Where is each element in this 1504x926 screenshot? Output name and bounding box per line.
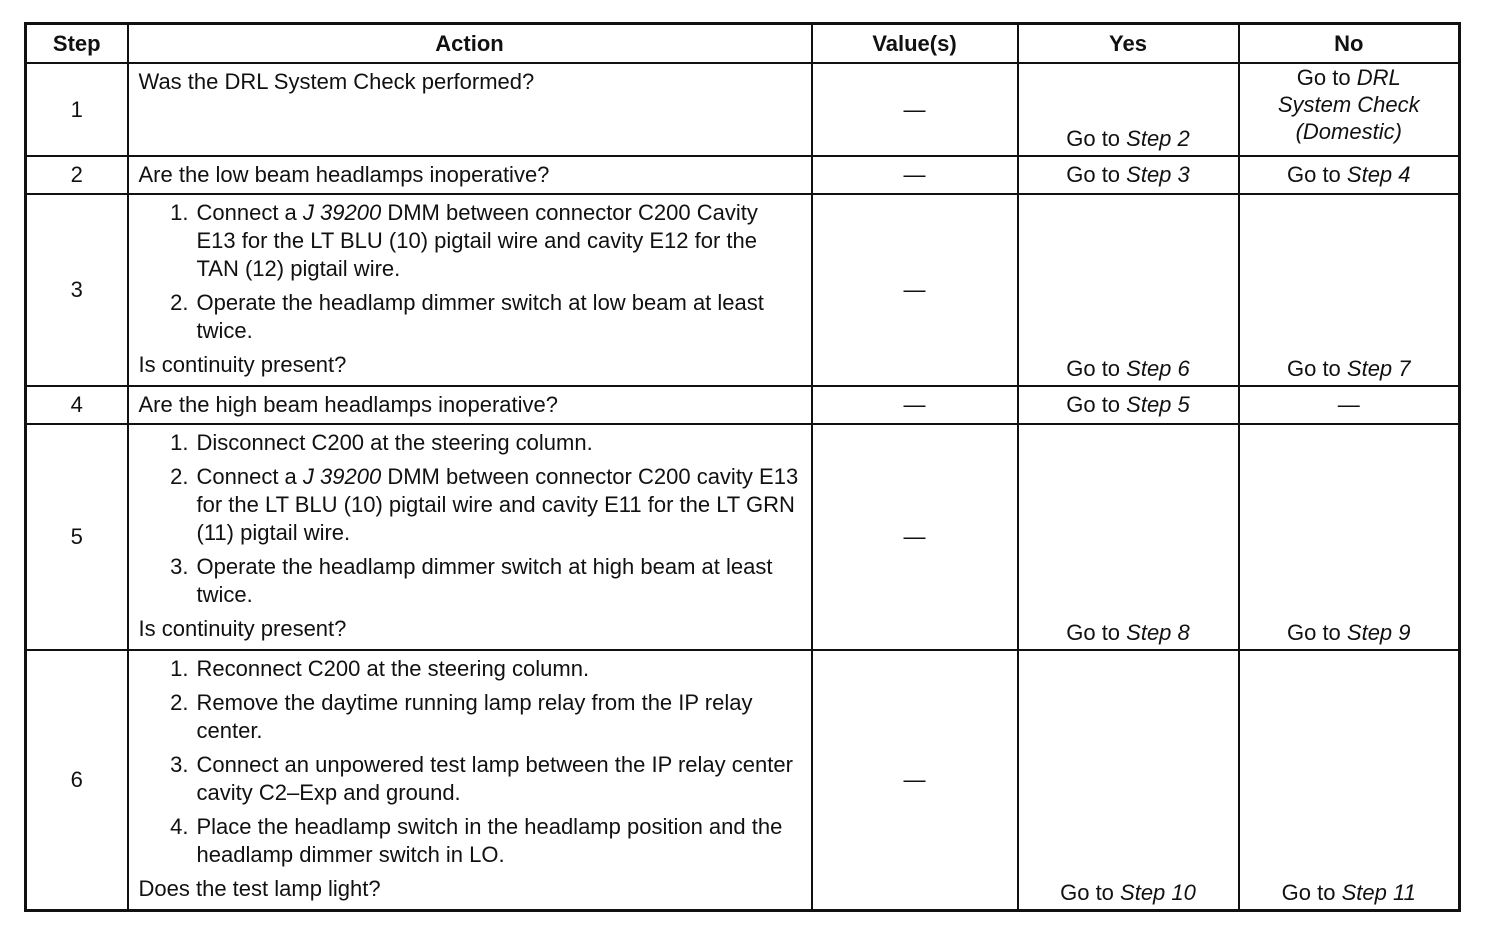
value-cell: —	[812, 156, 1018, 194]
table-row-step-4	[26, 386, 1460, 424]
no-cell: —	[1239, 386, 1460, 424]
yes-prefix: Go to	[1066, 620, 1127, 645]
yes-cell	[1018, 156, 1239, 194]
list-item	[139, 553, 803, 609]
list-item	[139, 689, 803, 745]
substep-text: Connect an unpowered test lamp between the IP relay center cavity C2–Exp and ground.	[196, 752, 793, 805]
no-prefix: Go to	[1286, 162, 1347, 187]
substep-text: Reconnect C200 at the steering column.	[196, 656, 590, 681]
header-row	[26, 24, 1460, 64]
substep-text-post: DMM between connector C200 cavity E13 for the LT BLU (10) pigtail wire and cavity E11 for the LT GRN (11) pigtail wire.	[196, 464, 799, 545]
table-row-step-6	[26, 650, 1460, 910]
action-cell	[128, 424, 812, 650]
step-number: 4	[26, 386, 128, 424]
substep-text-post: DMM between connector C200 Cavity E13 for the LT BLU (10) pigtail wire and cavity E12 for the TAN (12) pigtail wire.	[196, 200, 758, 281]
list-item	[139, 199, 803, 283]
question-text: Is continuity present?	[138, 352, 347, 377]
yes-prefix: Go to	[1066, 162, 1127, 187]
no-step-ref: Step 11	[1341, 879, 1416, 905]
action-cell	[128, 194, 812, 386]
no-step-ref: Step 4	[1346, 162, 1411, 187]
list-item	[139, 751, 803, 807]
value-cell: —	[812, 386, 1018, 424]
substep-number: 1.	[170, 656, 189, 681]
substep-text	[197, 463, 803, 547]
question-text: Are the low beam headlamps inoperative?	[138, 162, 550, 187]
no-prefix: Go to	[1296, 65, 1357, 90]
substep-number: 2.	[170, 290, 189, 315]
table-row-step-5	[26, 424, 1460, 650]
yes-prefix: Go to	[1060, 879, 1121, 905]
substep-text: Remove the daytime running lamp relay from the IP relay center.	[196, 690, 753, 743]
list-item	[139, 813, 803, 869]
substep-number: 2.	[170, 464, 189, 489]
no-cell	[1239, 650, 1460, 910]
substep-number: 2.	[170, 690, 189, 715]
value-cell: —	[812, 650, 1018, 910]
table-row-step-1	[26, 63, 1460, 156]
step-number: 1	[26, 63, 128, 156]
no-cell	[1239, 194, 1460, 386]
step-number: 3	[26, 194, 128, 386]
no-cell	[1239, 63, 1460, 156]
substep-number: 1.	[170, 200, 189, 225]
value-cell: —	[812, 424, 1018, 650]
substep-text-pre: Connect a	[196, 464, 303, 489]
substep-text-pre: Connect a	[196, 200, 303, 225]
no-cell	[1239, 156, 1460, 194]
yes-cell	[1018, 650, 1239, 910]
no-step-ref: Step 9	[1346, 620, 1411, 645]
list-item	[139, 463, 803, 547]
yes-step-ref: Step 5	[1126, 392, 1190, 417]
question-text: Is continuity present?	[138, 616, 347, 641]
yes-cell	[1018, 63, 1239, 156]
header-action: Action	[128, 24, 812, 64]
substep-list	[139, 655, 803, 869]
yes-step-ref: Step 6	[1126, 356, 1190, 381]
step-number: 2	[26, 156, 128, 194]
header-yes: Yes	[1018, 24, 1239, 64]
table-row-step-2	[26, 156, 1460, 194]
list-item	[139, 655, 803, 683]
yes-cell	[1018, 424, 1239, 650]
action-cell	[128, 386, 812, 424]
action-cell	[128, 63, 812, 156]
substep-number: 4.	[170, 814, 189, 839]
header-no: No	[1239, 24, 1460, 64]
tool-name: J 39200	[302, 200, 382, 225]
yes-prefix: Go to	[1066, 392, 1127, 417]
header-step: Step	[26, 24, 128, 64]
question-text: Does the test lamp light?	[138, 876, 381, 901]
no-prefix: Go to	[1286, 356, 1347, 381]
no-prefix: Go to	[1286, 620, 1347, 645]
substep-text	[197, 199, 803, 283]
yes-step-ref: Step 10	[1120, 879, 1196, 905]
substep-text: Operate the headlamp dimmer switch at high beam at least twice.	[196, 554, 773, 607]
no-step-ref: Step 7	[1346, 356, 1411, 381]
yes-prefix: Go to	[1066, 126, 1127, 151]
no-cell	[1239, 424, 1460, 650]
substep-number: 3.	[170, 554, 189, 579]
yes-step-ref: Step 3	[1126, 162, 1190, 187]
action-cell	[128, 650, 812, 910]
header-values: Value(s)	[812, 24, 1018, 64]
diagnostic-table	[24, 22, 1461, 912]
substep-text: Disconnect C200 at the steering column.	[196, 430, 593, 455]
substep-list	[139, 429, 803, 609]
no-ref-line2: System Check	[1277, 92, 1420, 117]
substep-number: 1.	[170, 430, 189, 455]
substep-text: Operate the headlamp dimmer switch at low beam at least twice.	[196, 290, 764, 343]
substep-text: Place the headlamp switch in the headlamp position and the headlamp dimmer switch in LO.	[196, 814, 783, 867]
value-cell: —	[812, 194, 1018, 386]
no-ref-line1: DRL	[1356, 65, 1401, 90]
yes-prefix: Go to	[1066, 356, 1127, 381]
no-ref-line3: (Domestic)	[1295, 119, 1402, 144]
list-item	[139, 429, 803, 457]
step-number: 5	[26, 424, 128, 650]
step-number: 6	[26, 650, 128, 910]
question-text: Was the DRL System Check performed?	[138, 69, 535, 94]
yes-step-ref: Step 2	[1126, 126, 1190, 151]
yes-step-ref: Step 8	[1126, 620, 1190, 645]
value-cell: —	[812, 63, 1018, 156]
substep-number: 3.	[170, 752, 189, 777]
action-cell	[128, 156, 812, 194]
no-prefix: Go to	[1281, 879, 1342, 905]
question-text: Are the high beam headlamps inoperative?	[138, 392, 558, 417]
list-item	[139, 289, 803, 345]
yes-cell	[1018, 194, 1239, 386]
yes-cell	[1018, 386, 1239, 424]
tool-name: J 39200	[302, 464, 382, 489]
table-row-step-3	[26, 194, 1460, 386]
substep-list	[139, 199, 803, 345]
